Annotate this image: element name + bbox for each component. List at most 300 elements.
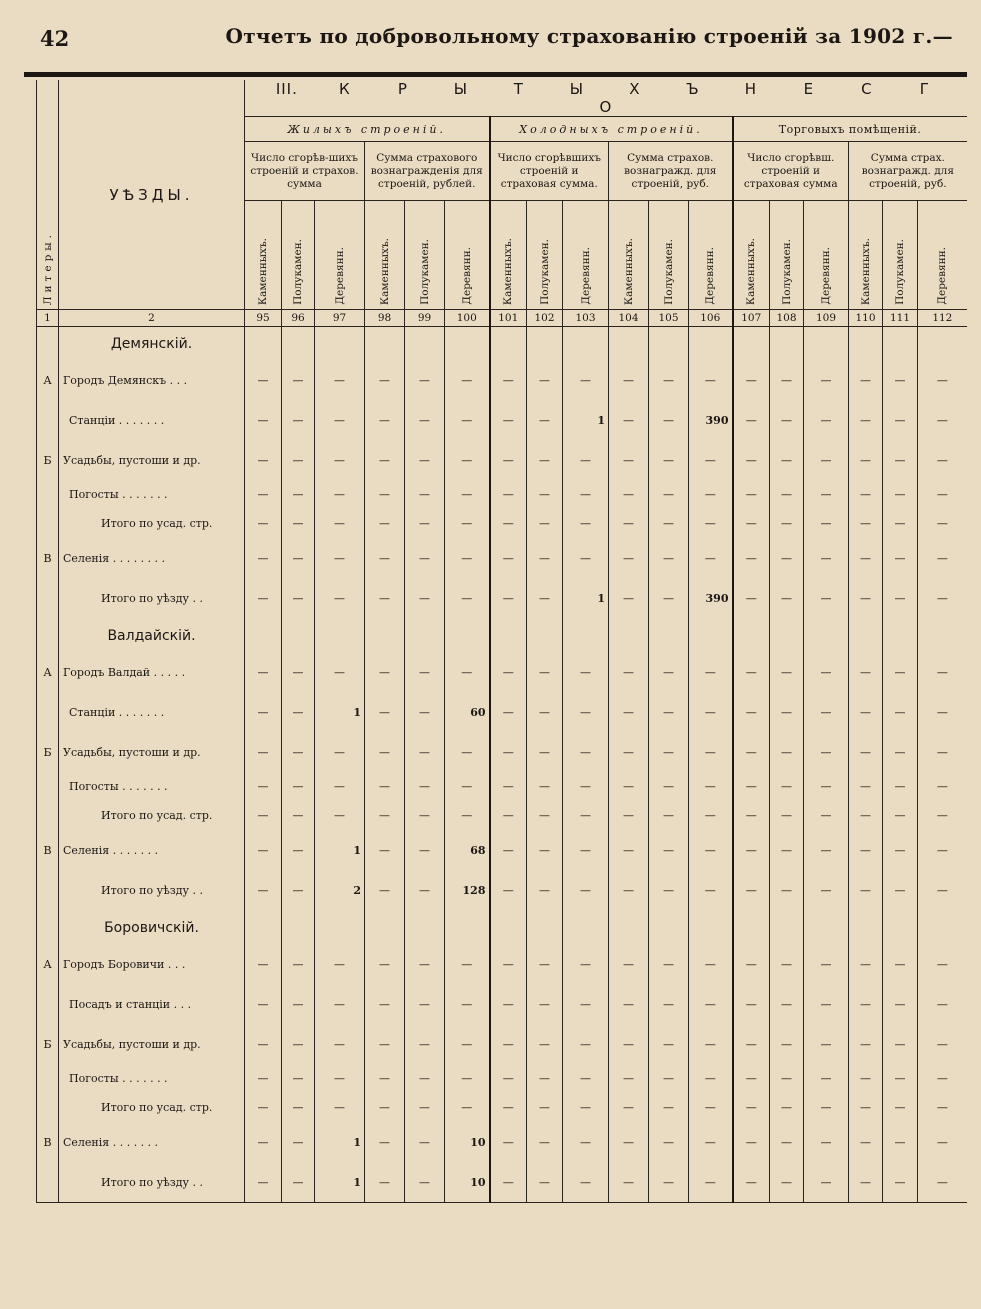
- material-col-label: Деревянн.: [333, 247, 346, 305]
- dash-cell: —: [804, 1163, 849, 1203]
- empty-cell: [282, 911, 315, 945]
- section-letter: Т: [513, 80, 524, 98]
- col-number: 100: [445, 310, 490, 327]
- dash-cell: —: [563, 773, 609, 801]
- dash-cell: —: [770, 1065, 804, 1093]
- dash-cell: —: [365, 871, 405, 911]
- row-label: Итого по уѣзду . .: [59, 579, 245, 619]
- dash-cell: —: [245, 1163, 282, 1203]
- section-prefix: III.: [275, 80, 298, 98]
- empty-cell: [733, 911, 770, 945]
- dash-cell: —: [245, 831, 282, 871]
- litera-cell: А: [37, 361, 59, 401]
- table-row: [37, 1093, 967, 1123]
- dash-cell: —: [770, 401, 804, 441]
- dash-cell: —: [282, 1093, 315, 1123]
- material-col-label: Каменныхъ.: [378, 237, 391, 305]
- dash-cell: —: [445, 361, 490, 401]
- empty-cell: [490, 327, 527, 361]
- empty-cell: [563, 619, 609, 653]
- empty-cell: [883, 619, 918, 653]
- dash-cell: —: [804, 693, 849, 733]
- dash-cell: —: [918, 441, 967, 481]
- dash-cell: —: [689, 773, 733, 801]
- dash-cell: —: [405, 831, 445, 871]
- dash-cell: —: [804, 509, 849, 539]
- dash-cell: —: [849, 1123, 883, 1163]
- uezd-title-row: [37, 327, 967, 361]
- dash-cell: —: [527, 1093, 563, 1123]
- dash-cell: —: [527, 831, 563, 871]
- dash-cell: —: [733, 693, 770, 733]
- dash-cell: —: [282, 361, 315, 401]
- col-number: 95: [245, 310, 282, 327]
- dash-cell: —: [315, 401, 365, 441]
- dash-cell: —: [883, 1093, 918, 1123]
- dash-cell: —: [490, 733, 527, 773]
- dash-cell: —: [883, 481, 918, 509]
- dash-cell: —: [405, 985, 445, 1025]
- dash-cell: —: [282, 401, 315, 441]
- empty-cell: [609, 327, 649, 361]
- dash-cell: —: [490, 401, 527, 441]
- dash-cell: —: [609, 509, 649, 539]
- dash-cell: —: [770, 1093, 804, 1123]
- dash-cell: —: [918, 1163, 967, 1203]
- dash-cell: —: [365, 985, 405, 1025]
- dash-cell: —: [282, 1025, 315, 1065]
- empty-cell: [849, 911, 883, 945]
- insurance-table: [36, 80, 967, 1203]
- dash-cell: —: [445, 945, 490, 985]
- dash-cell: —: [883, 945, 918, 985]
- dash-cell: —: [245, 693, 282, 733]
- row-label: Итого по уѣзду . .: [59, 871, 245, 911]
- dash-cell: —: [804, 401, 849, 441]
- dash-cell: —: [282, 733, 315, 773]
- dash-cell: —: [365, 401, 405, 441]
- table-row: [37, 773, 967, 801]
- table-row: [37, 693, 967, 733]
- uezd-title-row: [37, 911, 967, 945]
- material-col-header: [770, 201, 804, 310]
- dash-cell: —: [649, 509, 689, 539]
- uezd-title-row: [37, 619, 967, 653]
- dash-cell: —: [315, 1093, 365, 1123]
- uezd-name: Боровичскій.: [59, 911, 245, 945]
- dash-cell: —: [490, 801, 527, 831]
- dash-cell: —: [918, 733, 967, 773]
- dash-cell: —: [282, 985, 315, 1025]
- dash-cell: —: [527, 1025, 563, 1065]
- row-label: Усадьбы, пустоши и др.: [59, 441, 245, 481]
- col-number: 112: [918, 310, 967, 327]
- dash-cell: —: [849, 1025, 883, 1065]
- litera-cell: [37, 773, 59, 801]
- material-col-header: [445, 201, 490, 310]
- dash-cell: —: [770, 361, 804, 401]
- value-cell: 1: [563, 401, 609, 441]
- dash-cell: —: [649, 361, 689, 401]
- dash-cell: —: [689, 653, 733, 693]
- dash-cell: —: [918, 1065, 967, 1093]
- dash-cell: —: [609, 401, 649, 441]
- dash-cell: —: [365, 693, 405, 733]
- dash-cell: —: [365, 653, 405, 693]
- empty-cell: [527, 327, 563, 361]
- row-label: Городъ Валдай . . . . .: [59, 653, 245, 693]
- dash-cell: —: [883, 361, 918, 401]
- dash-cell: —: [445, 1065, 490, 1093]
- dash-cell: —: [804, 653, 849, 693]
- material-col-header: [315, 201, 365, 310]
- dash-cell: —: [649, 401, 689, 441]
- dash-cell: —: [609, 1123, 649, 1163]
- dash-cell: —: [609, 361, 649, 401]
- dash-cell: —: [849, 653, 883, 693]
- empty-cell: [405, 911, 445, 945]
- dash-cell: —: [282, 773, 315, 801]
- dash-cell: —: [405, 509, 445, 539]
- dash-cell: —: [315, 1065, 365, 1093]
- dash-cell: —: [770, 579, 804, 619]
- dash-cell: —: [563, 733, 609, 773]
- empty-cell: [918, 619, 967, 653]
- row-label: Селенія . . . . . . . .: [59, 539, 245, 579]
- dash-cell: —: [883, 871, 918, 911]
- litera-cell: [37, 1093, 59, 1123]
- dash-cell: —: [365, 1123, 405, 1163]
- row-label: Селенія . . . . . . .: [59, 1123, 245, 1163]
- table-row: [37, 509, 967, 539]
- dash-cell: —: [689, 831, 733, 871]
- dash-cell: —: [649, 1093, 689, 1123]
- litera-cell: [37, 801, 59, 831]
- dash-cell: —: [527, 401, 563, 441]
- row-label: Посадъ и станціи . . .: [59, 985, 245, 1025]
- dash-cell: —: [365, 945, 405, 985]
- dash-cell: —: [563, 1065, 609, 1093]
- dash-cell: —: [563, 693, 609, 733]
- dash-cell: —: [649, 801, 689, 831]
- col-number: 108: [770, 310, 804, 327]
- dash-cell: —: [527, 1065, 563, 1093]
- dash-cell: —: [733, 579, 770, 619]
- dash-cell: —: [563, 481, 609, 509]
- dash-cell: —: [490, 1025, 527, 1065]
- empty-cell: [804, 911, 849, 945]
- dash-cell: —: [804, 945, 849, 985]
- dash-cell: —: [883, 1163, 918, 1203]
- dash-cell: —: [883, 693, 918, 733]
- dash-cell: —: [527, 579, 563, 619]
- dash-cell: —: [405, 1065, 445, 1093]
- dash-cell: —: [849, 693, 883, 733]
- dash-cell: —: [849, 509, 883, 539]
- dash-cell: —: [490, 361, 527, 401]
- group-header-trade: Торговыхъ помѣщеній.: [733, 117, 967, 142]
- empty-cell: [918, 327, 967, 361]
- dash-cell: —: [649, 773, 689, 801]
- dash-cell: —: [609, 693, 649, 733]
- empty-cell: [849, 327, 883, 361]
- table-row: [37, 985, 967, 1025]
- empty-cell: [689, 911, 733, 945]
- dash-cell: —: [405, 773, 445, 801]
- dash-cell: —: [649, 579, 689, 619]
- section-letter: К: [339, 80, 351, 98]
- row-label: Городъ Боровичи . . .: [59, 945, 245, 985]
- col-number: 103: [563, 310, 609, 327]
- empty-cell: [918, 911, 967, 945]
- dash-cell: —: [282, 481, 315, 509]
- dash-cell: —: [490, 1065, 527, 1093]
- dash-cell: —: [245, 733, 282, 773]
- subgroup-header: Сумма страх. вознагражд. для строеній, руб.: [849, 142, 967, 201]
- dash-cell: —: [770, 1163, 804, 1203]
- dash-cell: —: [563, 945, 609, 985]
- subgroup-header: Число сгорѣвшихъ строеній и страховая сумма.: [490, 142, 609, 201]
- dash-cell: —: [405, 871, 445, 911]
- dash-cell: —: [609, 1093, 649, 1123]
- dash-cell: —: [849, 539, 883, 579]
- empty-cell: [245, 619, 282, 653]
- value-cell: 1: [315, 831, 365, 871]
- dash-cell: —: [849, 945, 883, 985]
- dash-cell: —: [245, 1065, 282, 1093]
- dash-cell: —: [563, 1163, 609, 1203]
- table-row: [37, 945, 967, 985]
- value-cell: 1: [315, 693, 365, 733]
- dash-cell: —: [527, 1123, 563, 1163]
- dash-cell: —: [563, 509, 609, 539]
- litera-cell: [37, 985, 59, 1025]
- dash-cell: —: [689, 1123, 733, 1163]
- dash-cell: —: [804, 985, 849, 1025]
- dash-cell: —: [245, 1025, 282, 1065]
- section-title: [245, 80, 967, 117]
- dash-cell: —: [649, 985, 689, 1025]
- dash-cell: —: [563, 1025, 609, 1065]
- dash-cell: —: [315, 733, 365, 773]
- dash-cell: —: [445, 801, 490, 831]
- col-number: 105: [649, 310, 689, 327]
- dash-cell: —: [649, 1065, 689, 1093]
- section-letter: Р: [397, 80, 408, 98]
- dash-cell: —: [918, 481, 967, 509]
- dash-cell: —: [883, 773, 918, 801]
- empty-cell: [490, 619, 527, 653]
- dash-cell: —: [883, 733, 918, 773]
- dash-cell: —: [883, 1025, 918, 1065]
- dash-cell: —: [918, 831, 967, 871]
- material-col-label: Каменныхъ.: [859, 237, 872, 305]
- dash-cell: —: [315, 985, 365, 1025]
- dash-cell: —: [527, 539, 563, 579]
- dash-cell: —: [733, 509, 770, 539]
- dash-cell: —: [733, 1093, 770, 1123]
- material-col-header: [883, 201, 918, 310]
- dash-cell: —: [365, 579, 405, 619]
- row-label: Усадьбы, пустоши и др.: [59, 1025, 245, 1065]
- dash-cell: —: [365, 441, 405, 481]
- material-col-header: [365, 201, 405, 310]
- dash-cell: —: [365, 1025, 405, 1065]
- dash-cell: —: [315, 509, 365, 539]
- dash-cell: —: [609, 733, 649, 773]
- dash-cell: —: [849, 579, 883, 619]
- dash-cell: —: [883, 985, 918, 1025]
- material-col-label: Полукамен.: [894, 239, 906, 305]
- dash-cell: —: [849, 831, 883, 871]
- dash-cell: —: [563, 831, 609, 871]
- dash-cell: —: [563, 1123, 609, 1163]
- dash-cell: —: [649, 1123, 689, 1163]
- dash-cell: —: [445, 653, 490, 693]
- col-number: 98: [365, 310, 405, 327]
- dash-cell: —: [365, 539, 405, 579]
- dash-cell: —: [490, 871, 527, 911]
- dash-cell: —: [245, 871, 282, 911]
- row-label: Станціи . . . . . . .: [59, 401, 245, 441]
- row-label: Итого по усад. стр.: [59, 1093, 245, 1123]
- top-rule: [24, 72, 967, 77]
- dash-cell: —: [649, 1025, 689, 1065]
- dash-cell: —: [245, 509, 282, 539]
- dash-cell: —: [245, 441, 282, 481]
- row-label: Погосты . . . . . . .: [59, 1065, 245, 1093]
- dash-cell: —: [490, 509, 527, 539]
- dash-cell: —: [733, 985, 770, 1025]
- material-col-header: [609, 201, 649, 310]
- dash-cell: —: [245, 1093, 282, 1123]
- dash-cell: —: [365, 1093, 405, 1123]
- dash-cell: —: [804, 871, 849, 911]
- dash-cell: —: [365, 361, 405, 401]
- dash-cell: —: [849, 1065, 883, 1093]
- dash-cell: —: [918, 401, 967, 441]
- dash-cell: —: [770, 831, 804, 871]
- material-col-label: Полукамен.: [418, 239, 431, 305]
- material-col-header: [490, 201, 527, 310]
- dash-cell: —: [405, 801, 445, 831]
- dash-cell: —: [282, 693, 315, 733]
- dash-cell: —: [770, 539, 804, 579]
- empty-cell: [405, 327, 445, 361]
- dash-cell: —: [245, 653, 282, 693]
- material-col-label: Полукамен.: [538, 239, 551, 305]
- dash-cell: —: [245, 801, 282, 831]
- value-cell: 10: [445, 1123, 490, 1163]
- dash-cell: —: [405, 693, 445, 733]
- subgroup-header: Сумма страхов. вознагражд. для строеній, руб.: [609, 142, 733, 201]
- dash-cell: —: [883, 653, 918, 693]
- dash-cell: —: [245, 1123, 282, 1163]
- dash-cell: —: [245, 401, 282, 441]
- dash-cell: —: [315, 481, 365, 509]
- empty-cell: [445, 911, 490, 945]
- dash-cell: —: [689, 733, 733, 773]
- dash-cell: —: [405, 1123, 445, 1163]
- dash-cell: —: [733, 1123, 770, 1163]
- dash-cell: —: [445, 441, 490, 481]
- litera-cell: [37, 619, 59, 653]
- value-cell: 1: [315, 1123, 365, 1163]
- dash-cell: —: [527, 361, 563, 401]
- empty-cell: [365, 619, 405, 653]
- empty-cell: [245, 911, 282, 945]
- dash-cell: —: [245, 481, 282, 509]
- dash-cell: —: [609, 801, 649, 831]
- dash-cell: —: [649, 945, 689, 985]
- dash-cell: —: [609, 1025, 649, 1065]
- dash-cell: —: [849, 801, 883, 831]
- empty-cell: [770, 619, 804, 653]
- dash-cell: —: [770, 733, 804, 773]
- litera-cell: [37, 1065, 59, 1093]
- row-label: Городъ Демянскъ . . .: [59, 361, 245, 401]
- value-cell: 10: [445, 1163, 490, 1203]
- dash-cell: —: [804, 539, 849, 579]
- dash-cell: —: [770, 481, 804, 509]
- material-col-header: [649, 201, 689, 310]
- dash-cell: —: [918, 579, 967, 619]
- empty-cell: [527, 619, 563, 653]
- col-number: 110: [849, 310, 883, 327]
- dash-cell: —: [282, 1163, 315, 1203]
- material-col-label: Деревянн.: [579, 247, 592, 305]
- dash-cell: —: [804, 579, 849, 619]
- dash-cell: —: [490, 653, 527, 693]
- dash-cell: —: [609, 539, 649, 579]
- dash-cell: —: [883, 539, 918, 579]
- dash-cell: —: [649, 871, 689, 911]
- empty-cell: [733, 619, 770, 653]
- dash-cell: —: [609, 773, 649, 801]
- dash-cell: —: [918, 871, 967, 911]
- col-number: 99: [405, 310, 445, 327]
- dash-cell: —: [609, 481, 649, 509]
- dash-cell: —: [918, 1025, 967, 1065]
- dash-cell: —: [282, 441, 315, 481]
- dash-cell: —: [405, 401, 445, 441]
- table-row: [37, 1163, 967, 1203]
- value-cell: 390: [689, 579, 733, 619]
- dash-cell: —: [609, 579, 649, 619]
- dash-cell: —: [883, 509, 918, 539]
- dash-cell: —: [918, 1123, 967, 1163]
- empty-cell: [282, 327, 315, 361]
- dash-cell: —: [689, 1025, 733, 1065]
- dash-cell: —: [445, 733, 490, 773]
- dash-cell: —: [445, 481, 490, 509]
- dash-cell: —: [770, 441, 804, 481]
- col-number: 2: [59, 310, 245, 327]
- litera-cell: Б: [37, 1025, 59, 1065]
- dash-cell: —: [365, 773, 405, 801]
- dash-cell: —: [405, 945, 445, 985]
- section-letter: О: [599, 98, 613, 116]
- row-label: Погосты . . . . . . .: [59, 773, 245, 801]
- litera-cell: [37, 871, 59, 911]
- litera-cell: [37, 911, 59, 945]
- dash-cell: —: [490, 441, 527, 481]
- dash-cell: —: [405, 441, 445, 481]
- dash-cell: —: [883, 831, 918, 871]
- section-letter: Н: [744, 80, 757, 98]
- dash-cell: —: [315, 1025, 365, 1065]
- material-col-label: Деревянн.: [936, 247, 949, 305]
